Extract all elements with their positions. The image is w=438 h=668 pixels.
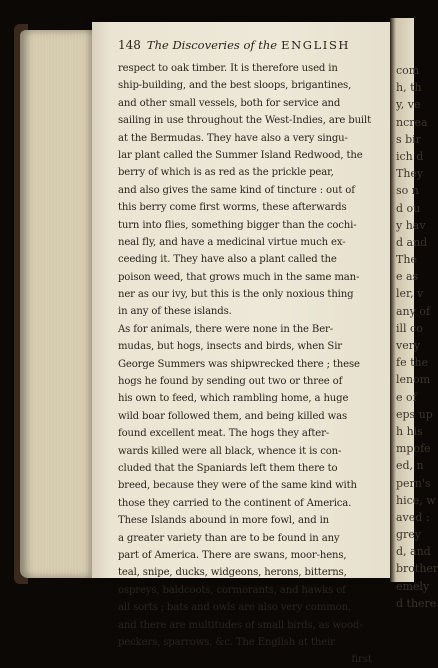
right-page-fragment: mpofe <box>396 442 431 456</box>
right-page-fragment: ler, v <box>396 287 424 301</box>
running-title-caps: ENGLISH <box>281 38 351 52</box>
text-line: sailing in use throughout the West-Indies, are built <box>118 115 371 127</box>
right-page-fragment: brother <box>396 562 438 576</box>
right-page-fragment: grey <box>396 528 422 542</box>
right-page-fragment: com <box>396 64 420 77</box>
right-page-fragment: so n <box>396 184 419 198</box>
right-page-fragment: fe the <box>396 356 429 370</box>
text-line: ospreys, baldcoots, cormorants, and hawks of <box>118 584 346 596</box>
text-line: and there are multitudes of small birds, as wood- <box>118 619 363 631</box>
text-line: mudas, but hogs, insects and birds, when Sir <box>118 341 342 353</box>
text-line: berry of which is as red as the prickle pear, <box>118 167 334 179</box>
text-line: a greater variety than are to be found in any <box>118 532 340 544</box>
right-page-fragment: ncrea <box>396 115 428 129</box>
right-page-fragment: d there <box>396 596 437 610</box>
text-line: those they carried to the continent of America. <box>118 497 352 509</box>
text-line: neal fly, and have a medicinal virtue much ex- <box>118 236 346 248</box>
page-stack-edge <box>20 30 100 578</box>
text-line: cluded that the Spaniards left them there to <box>118 462 338 474</box>
catchword: first <box>351 654 372 666</box>
right-page-sliver <box>390 18 438 610</box>
right-page-fragment: hice, w <box>396 493 436 507</box>
text-line: As for animals, there were none in the Ber- <box>118 323 333 335</box>
right-page-fragment: s bir <box>396 132 421 146</box>
body-text <box>118 60 372 651</box>
text-line: and also gives the same kind of tincture : out of <box>118 184 355 196</box>
right-page-fragment: y, ve <box>396 98 421 112</box>
text-line: hogs he found by sending out two or three of <box>118 376 343 388</box>
text-line: part of America. There are swans, moor-hens, <box>118 549 347 561</box>
text-line: These Islands abound in more fowl, and in <box>118 515 330 527</box>
right-page-fragment: h his <box>396 424 423 438</box>
text-line: teal, snipe, ducks, widgeons, herons, bitterns, <box>118 567 347 579</box>
right-page-fragment: aved : <box>396 510 430 524</box>
right-page-fragment: d and <box>396 235 428 249</box>
page-text-column <box>118 38 372 668</box>
right-page-fragment: ed, n <box>396 459 424 473</box>
text-line: George Summers was shipwrecked there ; these <box>118 358 360 370</box>
right-page-fragment: ill co <box>396 321 423 335</box>
text-line: respect to oak timber. It is therefore used in <box>118 63 338 74</box>
text-line: poison weed, that grows much in the same man- <box>118 271 360 283</box>
text-line: turn into flies, something bigger than the cochi- <box>118 219 357 231</box>
right-page-fragment: The <box>396 253 417 267</box>
right-page-fragment: h, th <box>396 81 422 95</box>
text-line: breed, because they were of the same kind with <box>118 480 357 492</box>
right-page-fragment: They <box>396 167 424 181</box>
text-line: found excellent meat. The hogs they after- <box>118 428 330 440</box>
page-number: 148 <box>118 38 141 52</box>
right-page-fragment: emely <box>396 579 430 593</box>
right-page-fragment: ich d <box>396 149 424 163</box>
text-line: this berry come first worms, these afterwards <box>118 202 347 214</box>
text-line: ner as our ivy, but this is the only noxious thing <box>118 289 354 301</box>
text-line: ship-building, and the best sloops, brigantines, <box>118 80 352 92</box>
text-line: wards killed were all black, whence it is con- <box>118 445 342 457</box>
text-line: all sorts ; bats and owls are also very common, <box>118 602 352 614</box>
right-page-fragment: very <box>396 339 421 352</box>
right-page-fragment: e of <box>396 390 417 404</box>
right-page-fragment: d ou <box>396 201 421 215</box>
text-line: wild boar followed them, and being killed was <box>118 410 348 422</box>
text-line: his own to feed, which rambling home, a huge <box>118 393 349 405</box>
right-page-fragment: y hav <box>396 218 426 232</box>
running-title-italic: The Discoveries of the <box>146 38 278 52</box>
running-header <box>118 38 372 60</box>
text-line: ceeding it. They have also a plant called the <box>118 254 337 266</box>
right-page-fragment: eps up <box>396 407 433 421</box>
right-page-fragment: pern's <box>396 476 431 490</box>
text-line: lar plant called the Summer Island Redwood, the <box>118 149 363 161</box>
right-page-fragment: d, and <box>396 545 431 559</box>
right-page-fragment: lenom <box>396 373 431 387</box>
right-page-fragment: any of <box>396 304 431 318</box>
right-page-fragment: e as <box>396 270 419 284</box>
text-line: in any of these islands. <box>118 306 232 318</box>
text-line: at the Bermudas. They have also a very singu- <box>118 132 348 144</box>
text-line: and other small vessels, both for service and <box>118 97 341 109</box>
right-page-text <box>390 62 438 612</box>
text-line: peckers, sparrows, &c. The English at their <box>118 636 335 648</box>
